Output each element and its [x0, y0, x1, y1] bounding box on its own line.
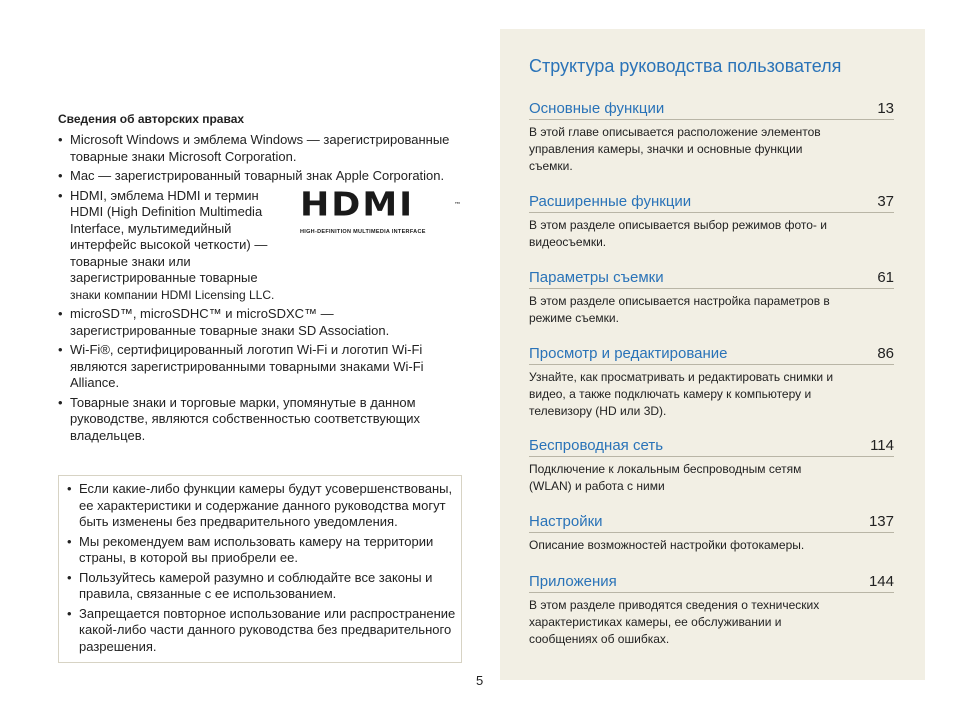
toc-entry-advanced[interactable]: [529, 193, 894, 251]
toc-entry-settings[interactable]: [529, 513, 894, 554]
toc-entry-desc: Подключение к локальным беспроводным сетям (WLAN) и работа с ними: [529, 462, 802, 493]
hdmi-logo-text: HDMI: [300, 185, 415, 224]
list-item: • Пользуйтесь камерой разумно и соблюдайте все законы и правила, связанные с ее использованием.: [67, 570, 461, 603]
toc-entry-playback[interactable]: [529, 345, 894, 420]
list-item: • microSD™, microSDHC™ и microSDXC™ — зарегистрированные товарные знаки SD Association.: [58, 306, 458, 339]
page-number: 5: [476, 673, 484, 688]
toc-entry-page: 144: [868, 573, 894, 590]
toc-title: Структура руководства пользователя: [529, 56, 842, 76]
toc-entry-page: 61: [877, 269, 894, 286]
list-item: • Wi-Fi®, сертифицированный логотип Wi-Fi и логотип Wi-Fi являются зарегистрированными товарными знаками Wi-Fi Alliance.: [58, 342, 458, 392]
hdmi-text-tail: знаки компании HDMI Licensing LLC.: [70, 287, 275, 302]
toc-entry-page: 13: [877, 100, 894, 117]
list-item: • Товарные знаки и торговые марки, упомянутые в данном руководстве, являются собственностью соответствующих владельцев.: [58, 395, 458, 445]
toc-entry-name[interactable]: Просмотр и редактирование: [529, 345, 728, 362]
hdmi-logo-subtitle: HIGH-DEFINITION MULTIMEDIA INTERFACE: [300, 228, 426, 235]
toc-entry-desc: В этом разделе приводятся сведения о технических характеристиках камеры, ее обслуживании и сообщениях об ошибках.: [529, 598, 820, 646]
toc-entry-basic[interactable]: [529, 100, 894, 175]
toc-panel: [500, 29, 925, 680]
toc-entry-page: 114: [870, 437, 894, 454]
toc-entry-name[interactable]: Приложения: [529, 573, 617, 590]
toc-entry-appendix[interactable]: [529, 573, 894, 648]
toc-entry-shooting[interactable]: [529, 269, 894, 327]
notice-list: [67, 481, 461, 655]
toc-entry-page: 137: [868, 513, 894, 530]
toc-entry-desc: Узнайте, как просматривать и редактировать снимки и видео, а также подключать камеру к компьютеру и телевизору (HD или 3D).: [529, 370, 834, 418]
notice-box: [58, 475, 462, 663]
list-item: • Мы рекомендуем вам использовать камеру на территории страны, в которой вы приобрели ее.: [67, 534, 461, 567]
toc-entry-desc: В этом разделе описывается выбор режимов фото- и видеосъемки.: [529, 218, 827, 249]
list-item: • Если какие-либо функции камеры будут усовершенствованы, ее характеристики и содержание данного руководства могут быть изменены без предварительного уведомления.: [67, 481, 461, 531]
toc-entry-desc: Описание возможностей настройки фотокамеры.: [529, 538, 805, 552]
list-item: • Mac — зарегистрированный товарный знак Apple Corporation.: [58, 168, 458, 185]
copyright-section: [58, 112, 461, 447]
toc-entry-desc: В этой главе описывается расположение элементов управления камеры, значки и основные функции съемки.: [529, 125, 821, 173]
list-item-hdmi: [58, 185, 461, 304]
toc-entry-name[interactable]: Беспроводная сеть: [529, 437, 664, 454]
list-item: • Microsoft Windows и эмблема Windows — зарегистрированные товарные знаки Microsoft Corporation.: [58, 132, 458, 165]
hdmi-text: • HDMI, эмблема HDMI и термин HDMI (High Definition Multimedia Interface, мультимедийный интерфейс высокой четкости) — товарные знаки или зарегистрированные товарные: [70, 187, 268, 285]
toc-entry-name[interactable]: Расширенные функции: [529, 193, 692, 210]
hdmi-logo-tm: ™: [454, 200, 461, 209]
toc-entry-name[interactable]: Настройки: [529, 513, 603, 530]
copyright-list: [58, 132, 461, 444]
toc-entry-wireless[interactable]: [529, 437, 894, 495]
hdmi-logo: [300, 185, 461, 287]
toc-entry-desc: В этом разделе описывается настройка параметров в режиме съемки.: [529, 294, 830, 325]
toc-entry-name[interactable]: Параметры съемки: [529, 269, 664, 286]
toc-entry-page: 37: [877, 193, 894, 210]
toc-entry-page: 86: [877, 345, 894, 362]
toc-entry-name[interactable]: Основные функции: [529, 100, 665, 117]
list-item: • Запрещается повторное использование или распространение какой-либо части данного руководства без предварительного разрешения.: [67, 606, 461, 656]
copyright-title: Сведения об авторских правах: [58, 112, 245, 126]
